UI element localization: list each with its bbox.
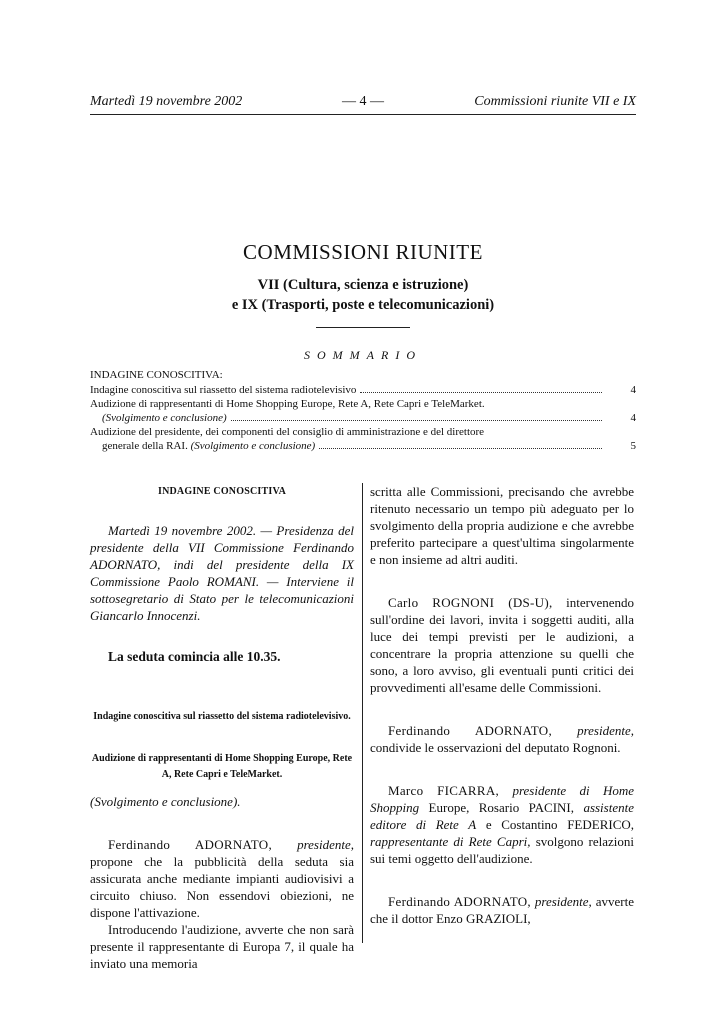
toc-entry-text-continued: generale della RAI. (102, 440, 188, 452)
toc-entry-status: (Svolgimento e conclusione) (102, 412, 227, 424)
header-page-number: — 4 — (342, 94, 384, 109)
title-rule (316, 327, 410, 328)
session-start: La seduta comincia alle 10.35. (108, 649, 281, 664)
toc-entry[interactable] (90, 397, 636, 425)
toc-leader-dots (319, 448, 602, 449)
session-intro: Martedì 19 novembre 2002. — Presidenza del presidente della VII Commissione Ferdinando ADORNATO, indi del presidente della IX Commissione Paolo ROMANI. — Interviene il sottosegretario di Stato per le telecomunicazioni Giancarlo Innocenzi. (90, 523, 354, 623)
subsection-heading: Indagine conoscitiva sul riassetto del sistema radiotelevisivo. (93, 711, 351, 722)
subtitle-line-2: e IX (Trasporti, poste e telecomunicazioni) (231, 297, 495, 313)
section-heading: INDAGINE CONOSCITIVA (157, 486, 286, 497)
paragraph: scritta alle Commissioni, precisando che avrebbe ritenuto necessario un tempo più adeguato per lo svolgimento della propria audizione e che avrebbe preferito partecipare a quest'ultima singolarmente e non insieme ad altri auditi. (370, 484, 634, 567)
right-column (370, 483, 634, 927)
toc-leader-dots (360, 392, 602, 393)
paragraph: Carlo ROGNONI (DS-U), intervenendo sull'ordine dei lavori, invita i soggetti auditi, alla luce dei tempi previsti per le audizioni, a concentrare la propria attenzione su quelli che sono, a loro avviso, gli eventuali punti critici dei provvedimenti all'esame delle Commissioni. (370, 595, 635, 695)
toc-entry-text: Audizione del presidente, dei componenti del consiglio di amministrazione e del direttore (90, 426, 485, 438)
running-header (90, 94, 636, 115)
left-column (90, 483, 354, 972)
toc-entry-text: Indagine conoscitiva sul riassetto del sistema radiotelevisivo (90, 384, 357, 396)
toc-heading: INDAGINE CONOSCITIVA: (90, 369, 223, 381)
two-column-body (90, 483, 636, 971)
paragraph: Ferdinando ADORNATO, presidente, condivide le osservazioni del deputato Rognoni. (370, 723, 634, 755)
paragraph: Marco FICARRA, presidente di Home Shopping Europe, Rosario PACINI, assistente editore di Rete A e Costantino FEDERICO, rappresentante di Rete Capri, svolgono relazioni sui temi oggetto dell'audizione. (370, 783, 634, 866)
toc-entry[interactable] (90, 383, 636, 397)
paragraph: Ferdinando ADORNATO, presidente, avverte che il dottor Enzo GRAZIOLI, (370, 894, 635, 926)
subsection-heading: Audizione di rappresentanti di Home Shopping Europe, Rete A, Rete Capri e TeleMarket. (91, 753, 353, 780)
title-block (90, 240, 636, 328)
header-date: Martedì 19 novembre 2002 (90, 94, 243, 109)
toc-entry[interactable] (90, 425, 636, 453)
header-commission: Commissioni riunite VII e IX (474, 94, 636, 109)
sommario-label: SOMMARIO (304, 348, 422, 362)
paragraph: Introducendo l'audizione, avverte che non sarà presente il rappresentante di Europa 7, il quale ha inviato una memoria (90, 922, 354, 971)
subtitle-line-1: VII (Cultura, scienza e istruzione) (257, 277, 469, 293)
page-title: COMMISSIONI RIUNITE (243, 240, 483, 264)
svolgimento-note: (Svolgimento e conclusione). (90, 794, 241, 809)
toc-page-number: 4 (630, 412, 636, 424)
toc-page-number: 5 (630, 440, 636, 452)
toc-entry-text: Audizione di rappresentanti di Home Shopping Europe, Rete A, Rete Capri e TeleMarket. (90, 398, 485, 410)
table-of-contents (90, 368, 636, 453)
toc-leader-dots (231, 420, 602, 421)
toc-page-number: 4 (630, 384, 636, 396)
toc-entry-status: (Svolgimento e conclusione) (190, 440, 316, 452)
column-divider (362, 483, 363, 943)
paragraph: Ferdinando ADORNATO, presidente, propone che la pubblicità della seduta sia assicurata anche mediante impianti audiovisivi a circuito chiuso. Non essendovi obiezioni, ne dispone l'attivazione. (90, 837, 354, 920)
